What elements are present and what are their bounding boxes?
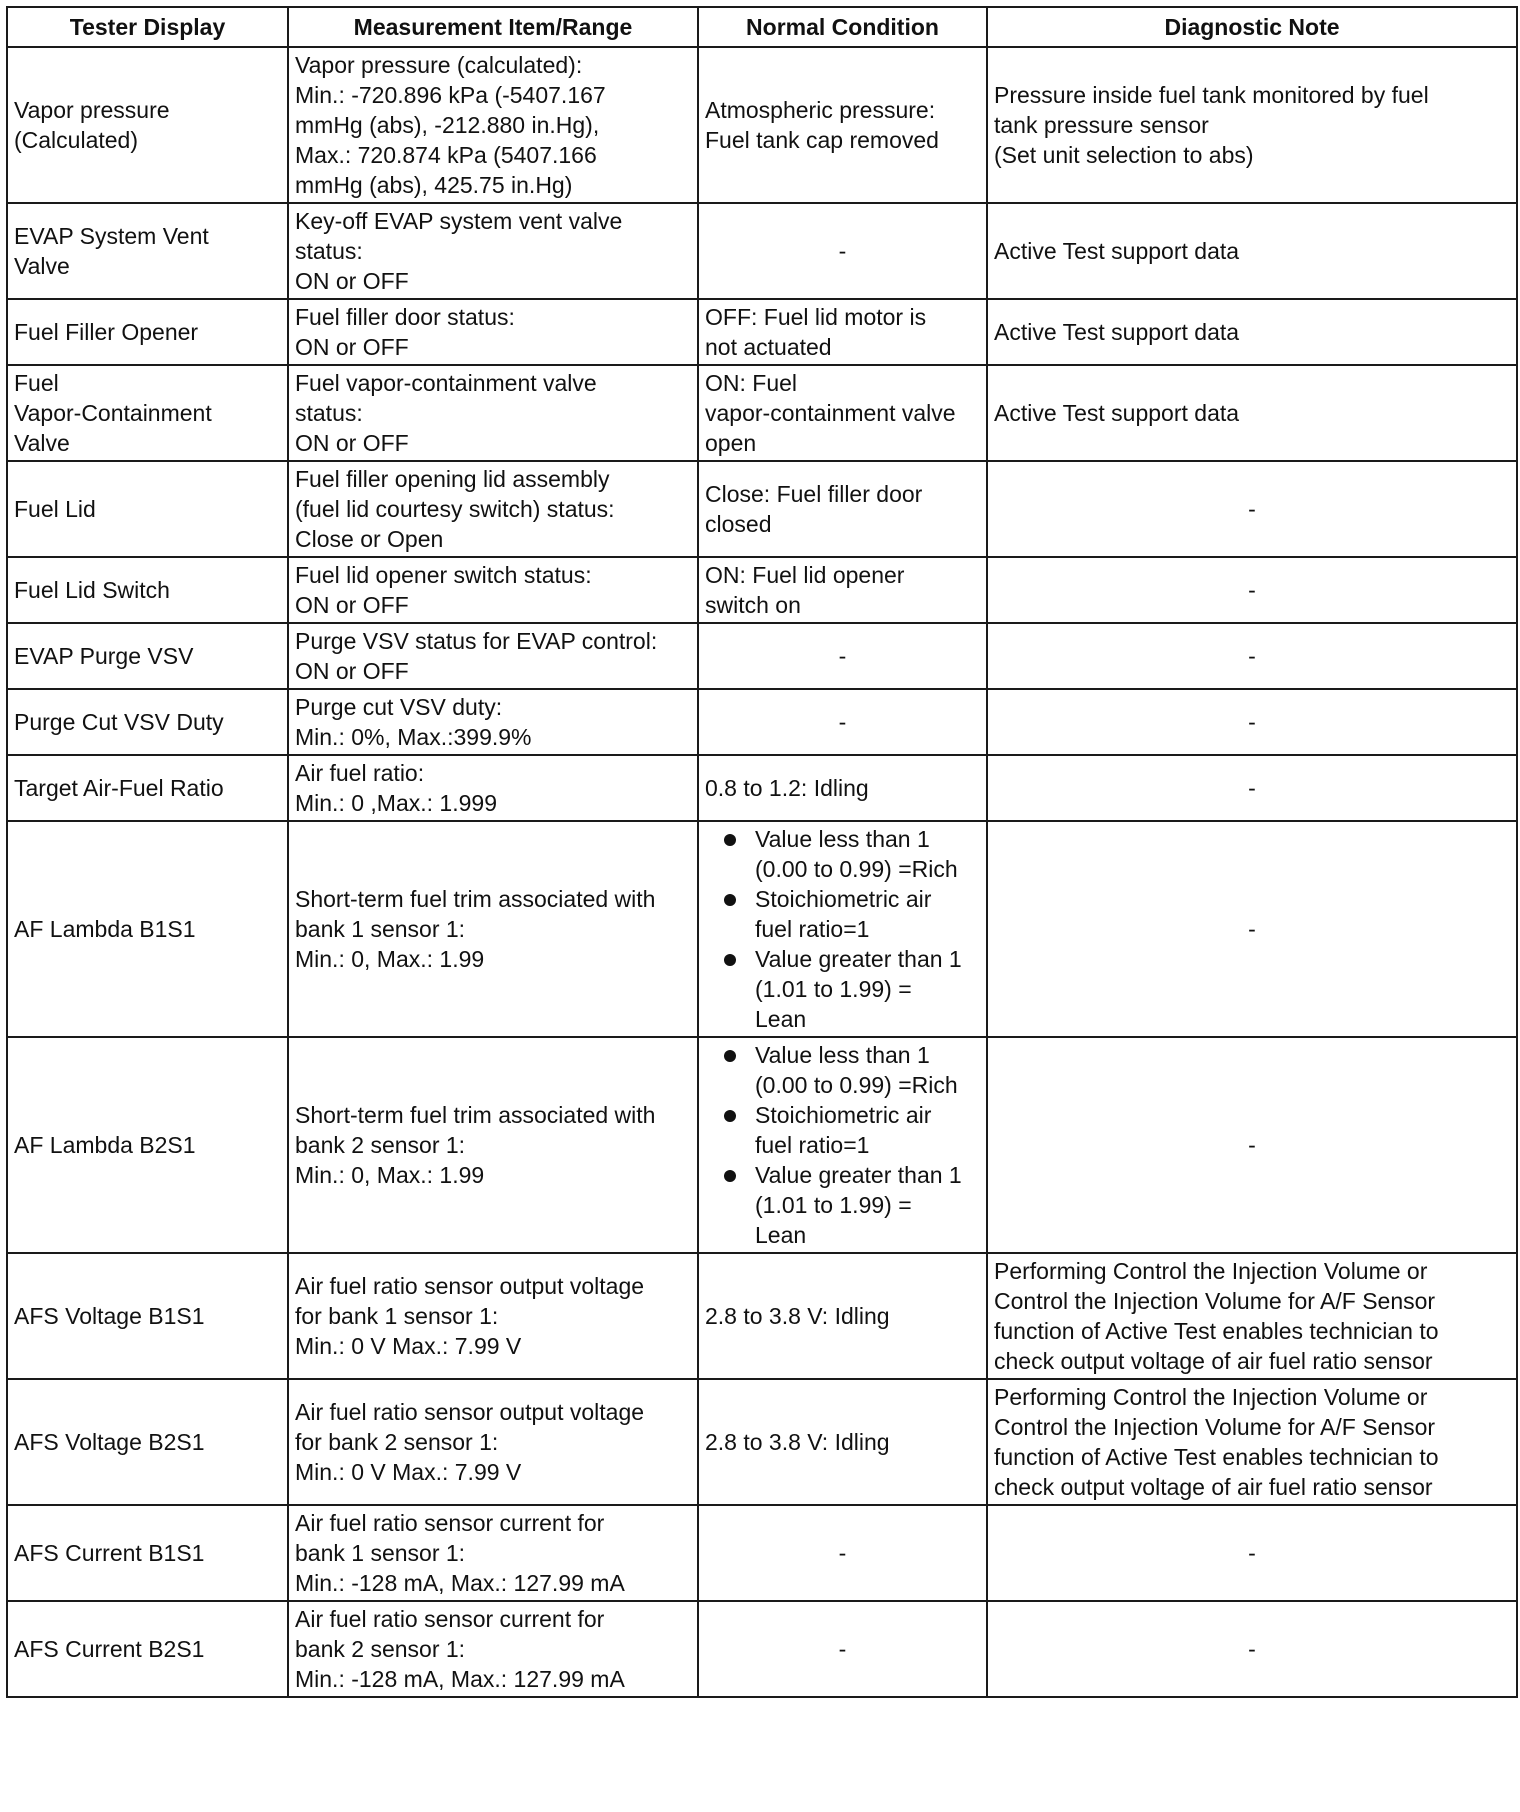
cell-normal-condition: 0.8 to 1.2: Idling (698, 755, 987, 821)
cell-diagnostic-note: - (987, 623, 1517, 689)
bullet-dot-icon (724, 834, 736, 846)
cell-normal-condition: Atmospheric pressure: Fuel tank cap removed (698, 47, 987, 203)
cell-measurement-range: Air fuel ratio sensor current for bank 2 sensor 1: Min.: -128 mA, Max.: 127.99 mA (288, 1601, 698, 1697)
cell-diagnostic-note: Performing Control the Injection Volume or Control the Injection Volume for A/F Sensor function of Active Test enables technician to check output voltage of air fuel ratio sensor (987, 1379, 1517, 1505)
cell-measurement-range: Key-off EVAP system vent valve status: ON or OFF (288, 203, 698, 299)
cell-tester-display: Fuel Filler Opener (7, 299, 288, 365)
header-row (7, 7, 1517, 47)
table-row (7, 1505, 1517, 1601)
cell-tester-display: Fuel Vapor-Containment Valve (7, 365, 288, 461)
condition-bullet-text: Value greater than 1 (1.01 to 1.99) = Lean (755, 946, 962, 1032)
cell-diagnostic-note: - (987, 1601, 1517, 1697)
cell-diagnostic-note: Active Test support data (987, 299, 1517, 365)
table-header (7, 7, 1517, 47)
cell-normal-condition (698, 821, 987, 1037)
cell-tester-display: Purge Cut VSV Duty (7, 689, 288, 755)
table-row (7, 821, 1517, 1037)
cell-diagnostic-note: Active Test support data (987, 365, 1517, 461)
table-row (7, 299, 1517, 365)
table-row (7, 365, 1517, 461)
condition-bullet-list (705, 824, 980, 1034)
table-row (7, 1601, 1517, 1697)
condition-bullet-list (705, 1040, 980, 1250)
data-list-table (6, 6, 1518, 1698)
cell-measurement-range: Air fuel ratio: Min.: 0 ,Max.: 1.999 (288, 755, 698, 821)
cell-tester-display: AF Lambda B1S1 (7, 821, 288, 1037)
cell-measurement-range: Fuel filler door status: ON or OFF (288, 299, 698, 365)
cell-tester-display: EVAP Purge VSV (7, 623, 288, 689)
cell-diagnostic-note: - (987, 557, 1517, 623)
bullet-dot-icon (724, 954, 736, 966)
cell-normal-condition: - (698, 1601, 987, 1697)
cell-diagnostic-note: - (987, 755, 1517, 821)
cell-normal-condition: - (698, 623, 987, 689)
cell-measurement-range: Purge cut VSV duty: Min.: 0%, Max.:399.9% (288, 689, 698, 755)
cell-normal-condition: OFF: Fuel lid motor is not actuated (698, 299, 987, 365)
bullet-dot-icon (724, 1170, 736, 1182)
condition-bullet-text: Stoichiometric air fuel ratio=1 (755, 1102, 932, 1158)
cell-measurement-range: Purge VSV status for EVAP control: ON or OFF (288, 623, 698, 689)
table-row (7, 47, 1517, 203)
cell-tester-display: Target Air-Fuel Ratio (7, 755, 288, 821)
cell-measurement-range: Fuel lid opener switch status: ON or OFF (288, 557, 698, 623)
bullet-dot-icon (724, 1110, 736, 1122)
condition-bullet-text: Value less than 1 (0.00 to 0.99) =Rich (755, 1042, 958, 1098)
table-row (7, 203, 1517, 299)
cell-measurement-range: Air fuel ratio sensor output voltage for bank 2 sensor 1: Min.: 0 V Max.: 7.99 V (288, 1379, 698, 1505)
condition-bullet-text: Stoichiometric air fuel ratio=1 (755, 886, 932, 942)
condition-bullet-text: Value greater than 1 (1.01 to 1.99) = Lean (755, 1162, 962, 1248)
cell-tester-display: AFS Voltage B2S1 (7, 1379, 288, 1505)
cell-measurement-range: Air fuel ratio sensor current for bank 1 sensor 1: Min.: -128 mA, Max.: 127.99 mA (288, 1505, 698, 1601)
bullet-dot-icon (724, 1050, 736, 1062)
cell-tester-display: AF Lambda B2S1 (7, 1037, 288, 1253)
document-page (6, 6, 1518, 1698)
cell-normal-condition: 2.8 to 3.8 V: Idling (698, 1379, 987, 1505)
cell-tester-display: AFS Current B1S1 (7, 1505, 288, 1601)
cell-diagnostic-note: - (987, 1505, 1517, 1601)
cell-diagnostic-note: Pressure inside fuel tank monitored by fuel tank pressure sensor (Set unit selection to abs) (987, 47, 1517, 203)
cell-measurement-range: Air fuel ratio sensor output voltage for bank 1 sensor 1: Min.: 0 V Max.: 7.99 V (288, 1253, 698, 1379)
condition-bullet-item (705, 1160, 980, 1250)
cell-diagnostic-note: Active Test support data (987, 203, 1517, 299)
table-body (7, 47, 1517, 1697)
header-normal-condition: Normal Condition (698, 7, 987, 47)
cell-normal-condition: ON: Fuel vapor-containment valve open (698, 365, 987, 461)
header-measurement-item-range: Measurement Item/Range (288, 7, 698, 47)
table-row (7, 461, 1517, 557)
cell-measurement-range: Fuel vapor-containment valve status: ON or OFF (288, 365, 698, 461)
cell-tester-display: AFS Voltage B1S1 (7, 1253, 288, 1379)
cell-diagnostic-note: Performing Control the Injection Volume or Control the Injection Volume for A/F Sensor function of Active Test enables technician to check output voltage of air fuel ratio sensor (987, 1253, 1517, 1379)
condition-bullet-item (705, 884, 980, 944)
condition-bullet-text: Value less than 1 (0.00 to 0.99) =Rich (755, 826, 958, 882)
cell-tester-display: Vapor pressure (Calculated) (7, 47, 288, 203)
table-row (7, 1379, 1517, 1505)
cell-tester-display: AFS Current B2S1 (7, 1601, 288, 1697)
cell-measurement-range: Vapor pressure (calculated): Min.: -720.896 kPa (-5407.167 mmHg (abs), -212.880 in.Hg), Max.: 720.874 kPa (5407.166 mmHg (abs), 425.75 in.Hg) (288, 47, 698, 203)
cell-diagnostic-note: - (987, 1037, 1517, 1253)
condition-bullet-item (705, 944, 980, 1034)
cell-measurement-range: Short-term fuel trim associated with bank 2 sensor 1: Min.: 0, Max.: 1.99 (288, 1037, 698, 1253)
table-row (7, 1037, 1517, 1253)
cell-normal-condition: ON: Fuel lid opener switch on (698, 557, 987, 623)
cell-diagnostic-note: - (987, 461, 1517, 557)
cell-measurement-range: Short-term fuel trim associated with bank 1 sensor 1: Min.: 0, Max.: 1.99 (288, 821, 698, 1037)
table-row (7, 689, 1517, 755)
header-diagnostic-note: Diagnostic Note (987, 7, 1517, 47)
cell-normal-condition (698, 1037, 987, 1253)
bullet-dot-icon (724, 894, 736, 906)
cell-normal-condition: - (698, 203, 987, 299)
cell-normal-condition: - (698, 1505, 987, 1601)
cell-diagnostic-note: - (987, 689, 1517, 755)
table-row (7, 623, 1517, 689)
table-row (7, 1253, 1517, 1379)
cell-tester-display: Fuel Lid Switch (7, 557, 288, 623)
cell-normal-condition: Close: Fuel filler door closed (698, 461, 987, 557)
condition-bullet-item (705, 824, 980, 884)
cell-measurement-range: Fuel filler opening lid assembly (fuel lid courtesy switch) status: Close or Open (288, 461, 698, 557)
cell-diagnostic-note: - (987, 821, 1517, 1037)
cell-tester-display: Fuel Lid (7, 461, 288, 557)
cell-tester-display: EVAP System Vent Valve (7, 203, 288, 299)
table-row (7, 755, 1517, 821)
cell-normal-condition: 2.8 to 3.8 V: Idling (698, 1253, 987, 1379)
header-tester-display: Tester Display (7, 7, 288, 47)
condition-bullet-item (705, 1100, 980, 1160)
cell-normal-condition: - (698, 689, 987, 755)
condition-bullet-item (705, 1040, 980, 1100)
table-row (7, 557, 1517, 623)
